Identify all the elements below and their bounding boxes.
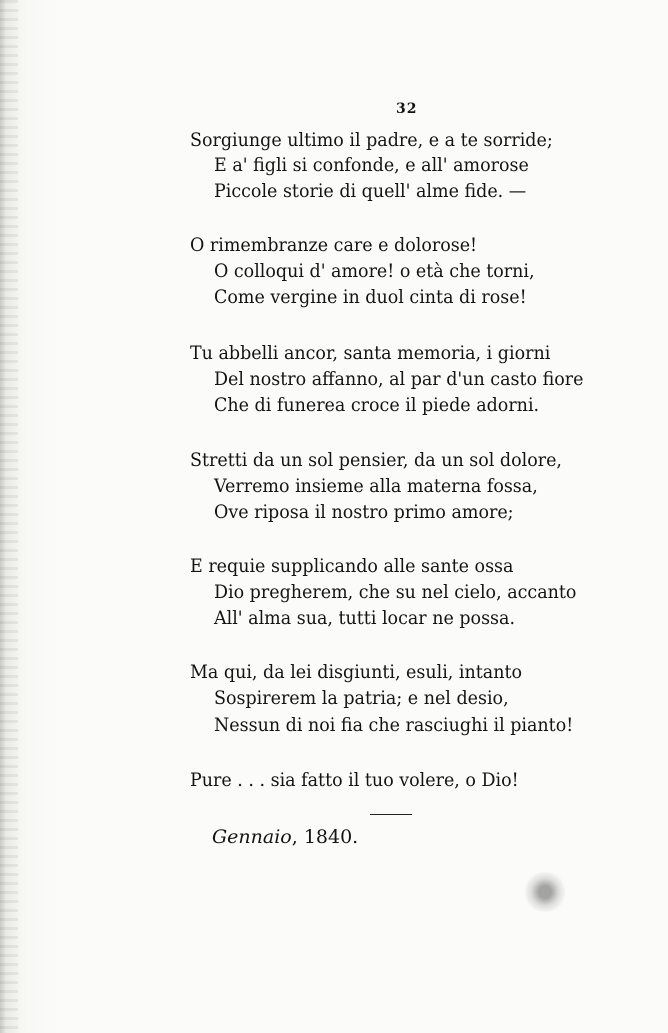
poem-line: Sospirerem la patria; e nel desio, [214, 687, 509, 709]
poem-line: Nessun di noi fia che rasciughi il pianto! [214, 714, 574, 736]
poem-line: Tu abbelli ancor, santa memoria, i giorni [190, 342, 551, 364]
poem-line: O colloqui d' amore! o età che torni, [214, 260, 535, 282]
poem-line: Sorgiunge ultimo il padre, e a te sorride; [190, 129, 553, 151]
poem-line: All' alma sua, tutti locar ne possa. [214, 607, 516, 629]
poem-line: O rimembranze care e dolorose! [190, 234, 478, 256]
poem-date [212, 826, 358, 848]
poem-line: Come vergine in duol cinta di rose! [214, 286, 527, 308]
date-year: , 1840. [291, 826, 359, 848]
poem-line: Ma qui, da lei disgiunti, esuli, intanto [190, 661, 523, 683]
page-gutter-shadow [0, 0, 18, 1033]
poem-line: Verremo insieme alla materna fossa, [214, 475, 538, 497]
ink-stain [522, 872, 568, 912]
poem-line: E a' figli si confonde, e all' amorose [214, 154, 529, 176]
closing-rule-divider [370, 814, 412, 815]
poem-line: Del nostro affanno, al par d'un casto fiore [214, 368, 584, 390]
date-month: Gennaio [212, 826, 292, 848]
poem-line: E requie supplicando alle sante ossa [190, 555, 514, 577]
poem-line: Dio pregherem, che su nel cielo, accanto [214, 581, 577, 603]
poem-line: Pure . . . sia fatto il tuo volere, o Dio! [190, 769, 519, 791]
page-number: 32 [396, 101, 418, 117]
poem-line: Piccole storie di quell' alme fide. — [214, 180, 527, 202]
poem-line: Stretti da un sol pensier, da un sol dolore, [190, 449, 562, 471]
poem-line: Che di funerea croce il piede adorni. [214, 394, 540, 416]
poem-line: Ove riposa il nostro primo amore; [214, 501, 514, 523]
